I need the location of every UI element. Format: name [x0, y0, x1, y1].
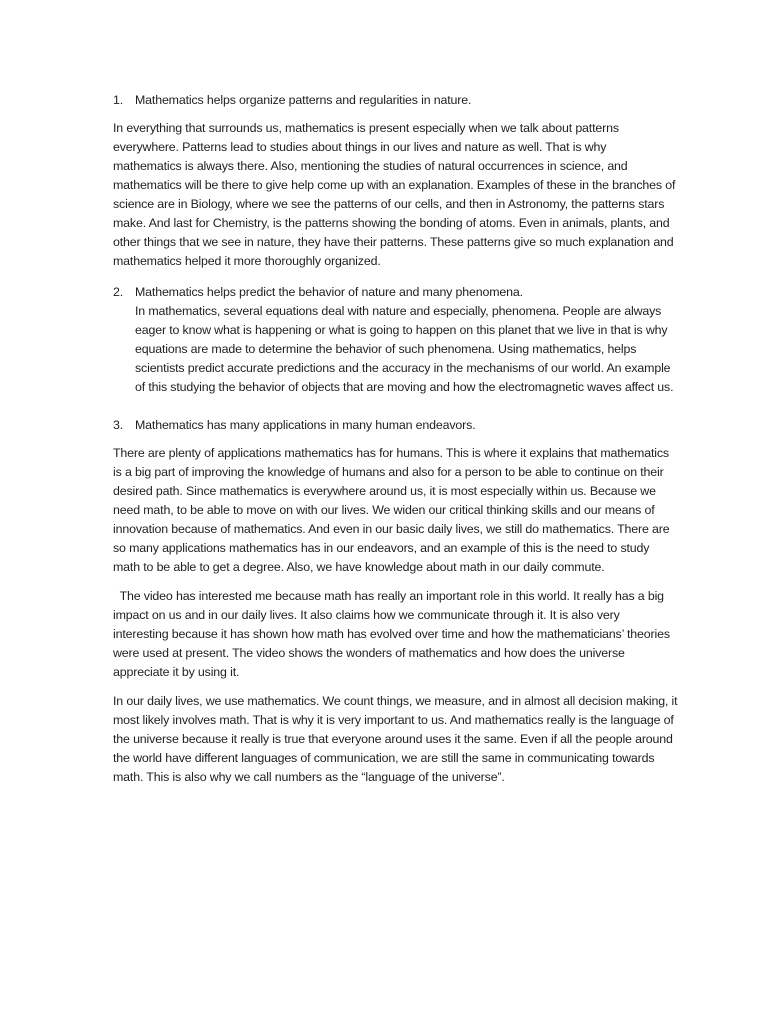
reflection-paragraph-2: In our daily lives, we use mathematics. We count things, we measure, and in almost all decision making, it most likely involves math. That is why it is very important to us. And mathematics really is the language of the universe because it really is true that everyone around uses it the same. Even if all the people around the world have different languages of communication, we are still the same in communicating towards math. This is also why we call numbers as the “language of the universe”. — [113, 694, 678, 784]
section-1-body: In everything that surrounds us, mathematics is present especially when we talk about patterns everywhere. Patterns lead to studies about things in our lives and nature as well. That is why mathematics is always there. Also, mentioning the studies of natural occurrences in science, and mathematics will be there to give help come up with an explanation. Examples of these in the branches of science are in Biology, where we see the patterns of our cells, and then in Astronomy, the patterns stars make. And last for Chemistry, is the patterns showing the bonding of atoms. Even in animals, plants, and other things that we see in nature, they have their patterns. These patterns give so much explanation and mathematics helped it more thoroughly organized. — [113, 121, 676, 268]
section-3-number: 3. — [113, 418, 124, 432]
section-1-number: 1. — [113, 93, 124, 107]
reflection-paragraph-1: The video has interested me because math has really an important role in this world. It really has a big impact on us and in our daily lives. It also claims how we communicate through it. It is also very interesting because it has shown how math has evolved over time and how the mathematicians’ theories were used at present. The video shows the wonders of mathematics and how does the universe appreciate it by using it. — [113, 589, 674, 679]
section-2-heading — [113, 283, 678, 302]
section-3-heading — [113, 416, 678, 435]
section-1-title: Mathematics helps organize patterns and regularities in nature. — [135, 93, 472, 107]
section-2-body: In mathematics, several equations deal with nature and especially, phenomena. People are always eager to know what is happening or what is going to happen on this planet that we live in that is why equations are made to determine the behavior of such phenomena. Using mathematics, helps scientists predict accurate predictions and the accuracy in the mechanisms of our world. An example of this studying the behavior of objects that are moving and how the electromagnetic waves affect us. — [135, 304, 674, 394]
document-page — [113, 91, 678, 796]
section-2-title: Mathematics helps predict the behavior of nature and many phenomena. — [135, 285, 523, 299]
section-3-title: Mathematics has many applications in many human endeavors. — [135, 418, 476, 432]
section-3-body: There are plenty of applications mathematics has for humans. This is where it explains that mathematics is a big part of improving the knowledge of humans and also for a person to be able to continue on their desired path. Since mathematics is everywhere around us, it is most especially within us. Because we need math, to be able to move on with our lives. We widen our critical thinking skills and our means of innovation because of mathematics. And even in our basic daily lives, we still do mathematics. There are so many applications mathematics has in our endeavors, and an example of this is the need to study math to be able to get a degree. Also, we have knowledge about math in our daily commute. — [113, 446, 670, 574]
section-2-number: 2. — [113, 285, 124, 299]
section-1-heading — [113, 91, 678, 110]
